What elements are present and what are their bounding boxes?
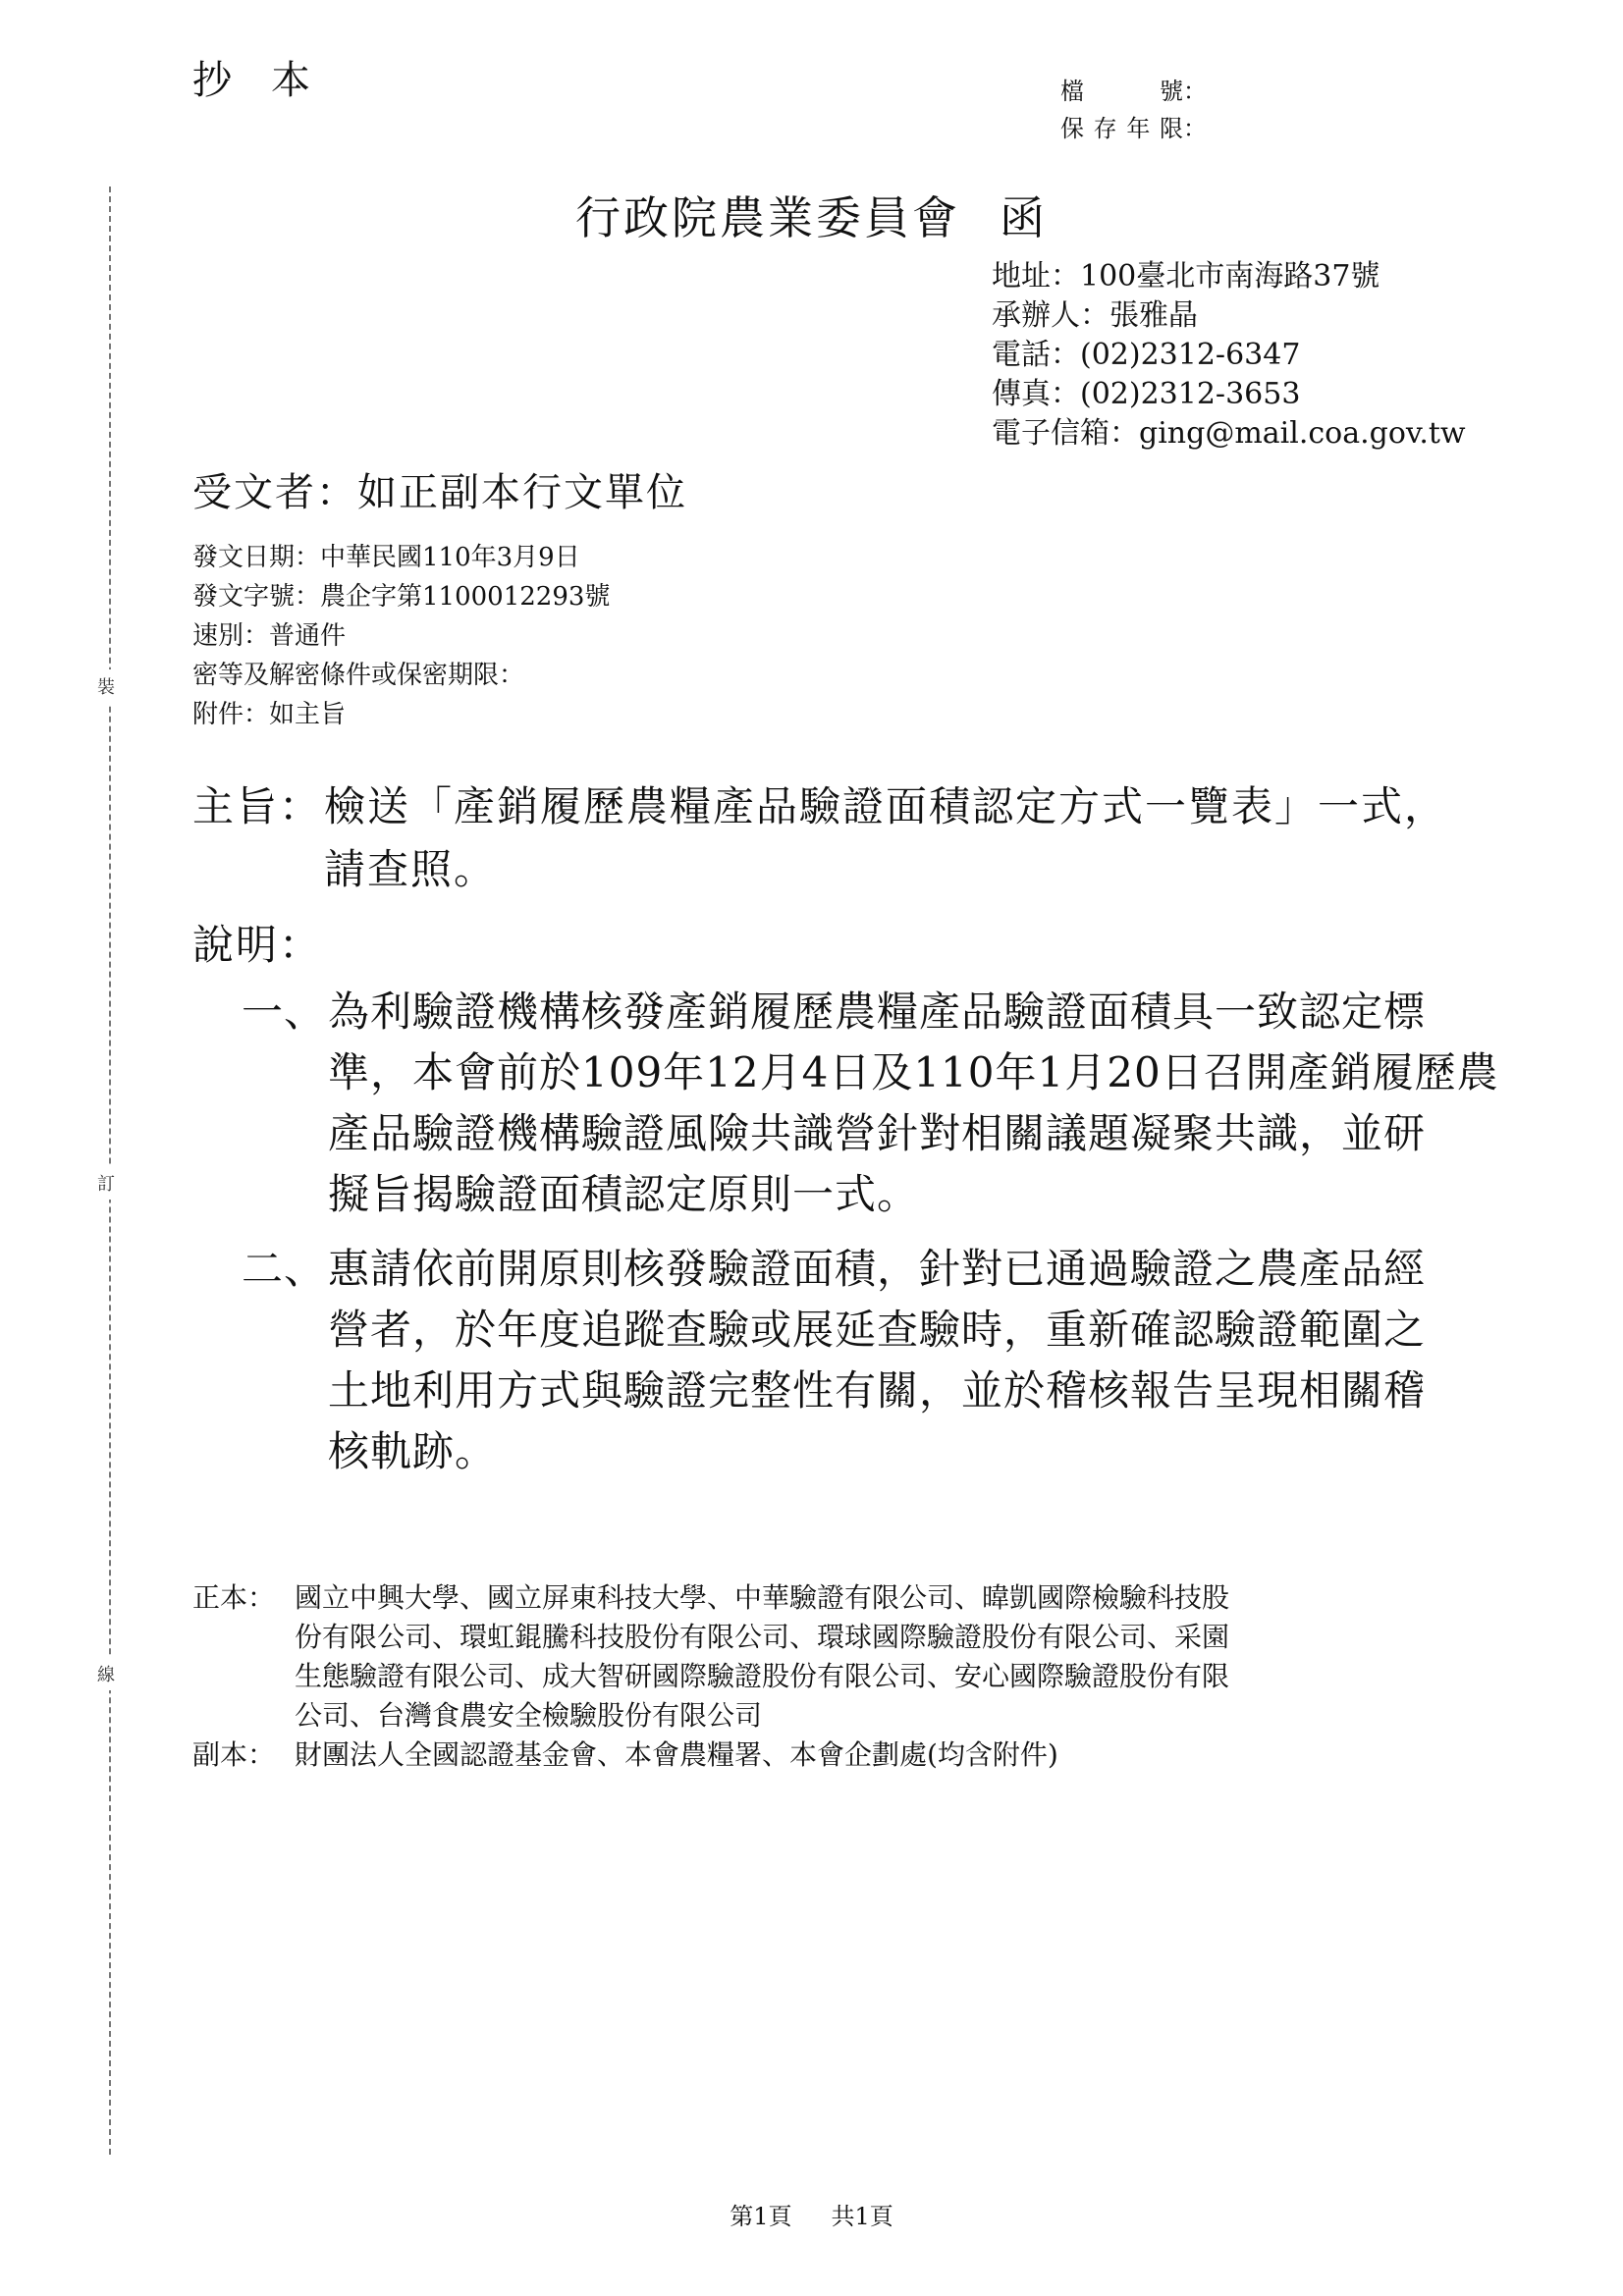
item-line: 惠請依前開原則核發驗證面積，針對已通過驗證之農產品經 — [328, 1245, 1427, 1293]
document-kind: 函 — [1000, 191, 1048, 244]
explanation-label: 說明： — [192, 921, 323, 969]
urgency: 速別：普通件 — [192, 621, 347, 651]
page-number: 第1頁 — [730, 2203, 792, 2230]
document-title — [0, 183, 1623, 247]
item-line: 核軌跡。 — [328, 1427, 498, 1475]
attachment: 附件：如主旨 — [192, 700, 347, 729]
dispatch-meta — [192, 538, 610, 734]
dispatch-date: 發文日期：中華民國110年3月9日 — [192, 543, 580, 572]
page-footer — [0, 2197, 1623, 2231]
main-recipients-line: 份有限公司、環虹錕騰科技股份有限公司、環球國際驗證股份有限公司、采園 — [295, 1621, 1230, 1653]
copy-mark: 抄本 — [192, 58, 350, 103]
item-number: 二、 — [242, 1245, 327, 1293]
subject-line: 請查照。 — [324, 845, 498, 893]
dispatch-number: 發文字號：農企字第1100012293號 — [192, 582, 611, 612]
item-line: 土地利用方式與驗證完整性有關，並於稽核報告呈現相關稽 — [328, 1366, 1427, 1415]
contact-fax: 傳真：(02)2312-3653 — [992, 377, 1301, 411]
item-line: 營者，於年度追蹤查驗或展延查驗時，重新確認驗證範圍之 — [328, 1306, 1427, 1354]
binding-mark-zhuang: 裝 — [97, 669, 115, 703]
main-recipients-line: 國立中興大學、國立屏東科技大學、中華驗證有限公司、暐凱國際檢驗科技股 — [295, 1581, 1230, 1614]
recipient: 受文者：如正副本行文單位 — [192, 470, 687, 515]
distribution — [192, 1578, 1229, 1775]
contact-phone: 電話：(02)2312-6347 — [992, 338, 1301, 372]
contact-address: 地址：100臺北市南海路37號 — [992, 259, 1380, 294]
binding-mark-xian: 線 — [97, 1657, 115, 1690]
item-line: 產品驗證機構驗證風險共識營針對相關議題凝聚共識，並研 — [328, 1109, 1427, 1157]
contact-officer: 承辦人：張雅晶 — [992, 298, 1198, 333]
file-meta — [1060, 73, 1207, 147]
retention-period-label: 保存年限 — [1060, 115, 1183, 142]
page-total: 共1頁 — [831, 2203, 893, 2230]
contact-email: 電子信箱：ging@mail.coa.gov.tw — [992, 416, 1466, 451]
main-recipients-line: 公司、台灣食農安全檢驗股份有限公司 — [295, 1699, 763, 1732]
confidentiality: 密等及解密條件或保密期限： — [192, 661, 525, 690]
file-number-label: 檔號 — [1060, 78, 1183, 105]
file-number-row: 檔號： — [1060, 73, 1207, 110]
retention-period-row: 保存年限： — [1060, 110, 1207, 147]
contact-block — [992, 257, 1466, 454]
copy-recipients: 財團法人全國認證基金會、本會農糧署、本會企劃處(均含附件) — [295, 1738, 1058, 1771]
item-line: 擬旨揭驗證面積認定原則一式。 — [328, 1170, 920, 1218]
subject-label: 主旨： — [192, 782, 323, 830]
main-recipients-line: 生態驗證有限公司、成大智研國際驗證股份有限公司、安心國際驗證股份有限 — [295, 1660, 1230, 1692]
item-number: 一、 — [242, 988, 327, 1036]
explanation-item-1 — [242, 982, 1499, 1225]
subject-line: 檢送「產銷履歷農糧產品驗證面積認定方式一覽表」一式， — [324, 782, 1448, 830]
main-recipients-label: 正本： — [192, 1581, 276, 1614]
item-line: 準，本會前於109年12月4日及110年1月20日召開產銷履歷農 — [328, 1048, 1499, 1096]
item-line: 為利驗證機構核發產銷履歷農糧產品驗證面積具一致認定標 — [328, 988, 1427, 1036]
copy-recipients-label: 副本： — [192, 1738, 276, 1771]
agency-name: 行政院農業委員會 — [575, 191, 960, 244]
subject — [192, 775, 1447, 901]
binding-mark-ding: 訂 — [97, 1166, 115, 1200]
explanation-item-2 — [242, 1239, 1479, 1482]
